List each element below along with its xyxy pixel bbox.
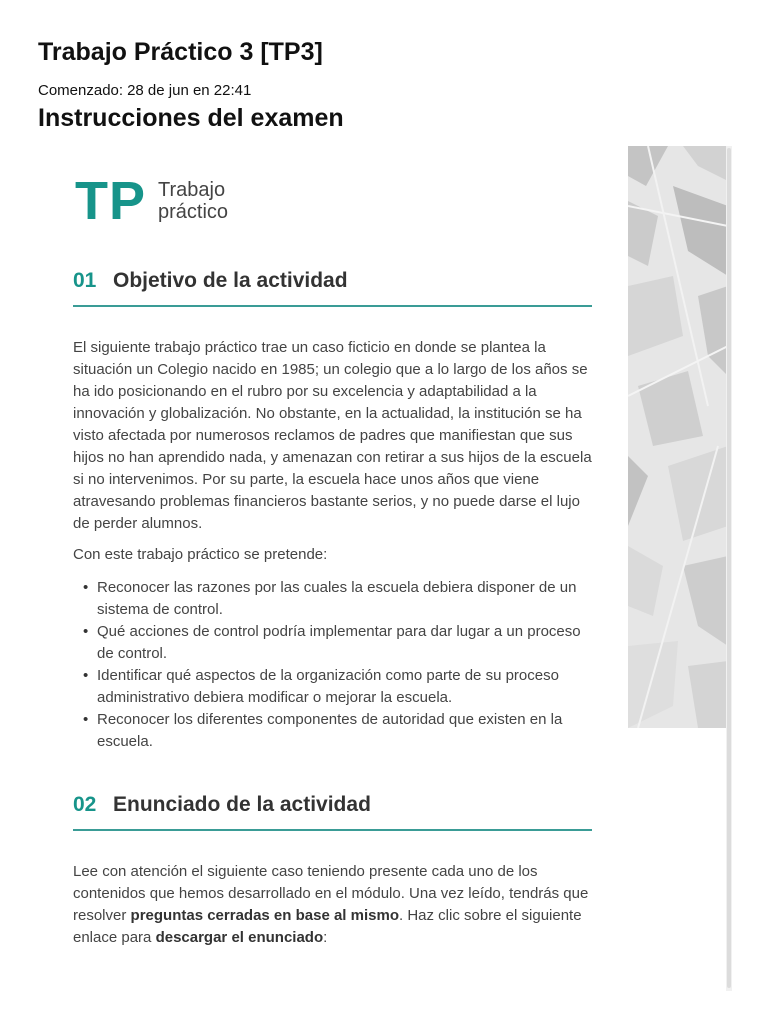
logo-line-1: Trabajo	[158, 179, 226, 201]
tp-logo	[75, 171, 229, 231]
objective-paragraph: El siguiente trabajo práctico trae un caso ficticio en donde se plantea la situación un Colegio nacido en 1985; un colegio que a lo largo de los años se ha ido posicionando en el rubro por su excelencia y adaptabilidad a la innovación y globalización. No obstante, en la actualidad, la institución se ha visto afectada por numerosos reclamos de padres que manifiestan que sus hijos no han aprendido nada, y amenazan con retirar a sus hijos de la escuela si no intervenimos. Por su parte, la escuela hace unos años que viene atravesando problemas financieros bastante serios, y no puede darse el lujo de perder alumnos.	[73, 339, 592, 532]
activity-number: 01	[73, 269, 97, 292]
statement-bold-2: descargar el enunciado	[155, 929, 324, 946]
logo-mark: TP	[75, 171, 147, 231]
started-info	[38, 82, 251, 99]
logo-text	[158, 179, 228, 223]
activity-header-statement	[73, 781, 592, 831]
objective-intro: Con este trabajo práctico se pretende:	[73, 546, 328, 563]
decorative-pattern	[628, 146, 728, 728]
section-title: Instrucciones del examen	[38, 104, 344, 132]
activity-header-objective	[73, 257, 592, 307]
started-value: 28 de jun en 22:41	[127, 82, 252, 99]
activity-title: Objetivo de la actividad	[113, 269, 348, 292]
decorative-banner	[628, 146, 728, 728]
objective-list	[97, 577, 593, 753]
statement-paragraph	[73, 861, 593, 949]
list-item: • Qué acciones de control podría implementar para dar lugar a un proceso de control.	[97, 621, 593, 665]
statement-text-1: Lee con atención el siguiente caso teniendo presente cada uno de los contenidos que hemos desarrollado en el módulo. Una vez leído, tendrás que resolver	[73, 863, 589, 924]
scrollbar-thumb[interactable]	[727, 148, 731, 988]
statement-bold-1: preguntas cerradas en base al mismo	[130, 907, 399, 924]
instructions-content	[0, 146, 768, 1024]
activity-number: 02	[73, 793, 97, 816]
list-item: • Identificar qué aspectos de la organización como parte de su proceso administrativo debiera modificar o mejorar la escuela.	[97, 665, 593, 709]
started-label: Comenzado:	[38, 82, 124, 99]
statement-text-2: . Haz clic sobre el siguiente enlace para	[73, 907, 582, 946]
list-item: • Reconocer las razones por las cuales la escuela debiera disponer de un sistema de control.	[97, 577, 593, 621]
page-title: Trabajo Práctico 3 [TP3]	[38, 38, 323, 66]
logo-line-2: práctico	[158, 201, 229, 223]
activity-title: Enunciado de la actividad	[113, 793, 371, 816]
list-item: • Reconocer los diferentes componentes de autoridad que existen en la escuela.	[97, 709, 593, 753]
statement-text-3: :	[323, 929, 328, 946]
